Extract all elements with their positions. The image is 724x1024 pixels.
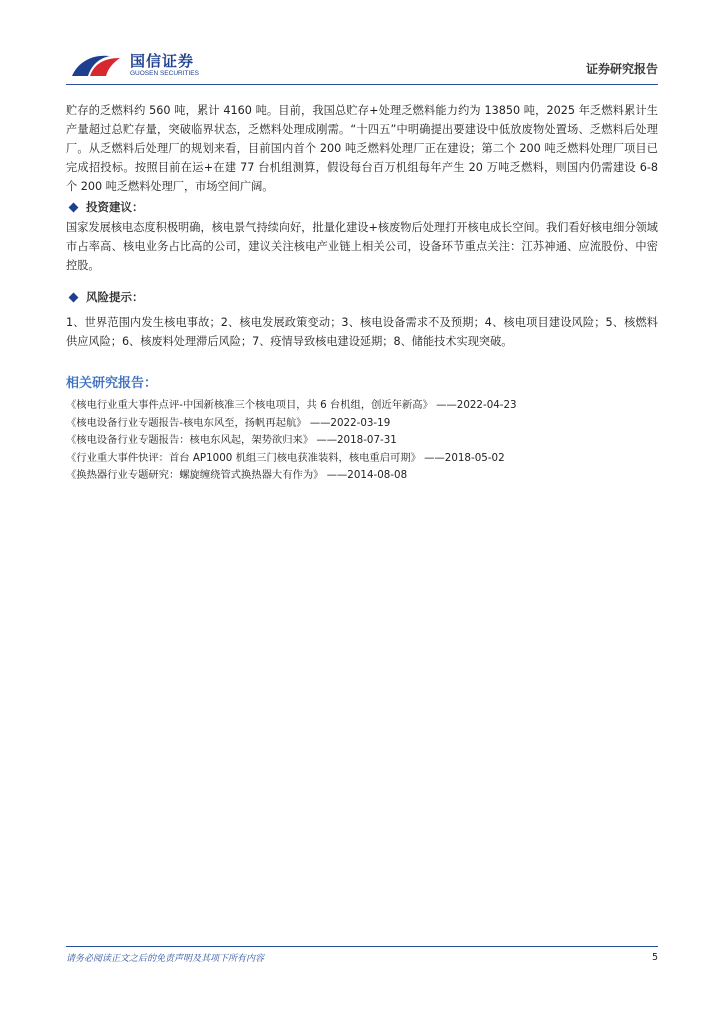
related-report-item[interactable]: 《核电设备行业专题报告：核电东风起，架势欲归来》 ——2018-07-31 [66, 434, 397, 447]
related-report-item[interactable]: 《核电行业重大事件点评-中国新核准三个核电项目，共 6 台机组，创近年新高》 ——2022-04-23 [66, 399, 517, 411]
logo-english-name: GUOSEN SECURITIES [130, 70, 199, 77]
section-heading-invest [66, 199, 144, 215]
body-paragraph-1: 贮存的乏燃料约 560 吨，累计 4160 吨。目前，我国总贮存+处理乏燃料能力约为 13850 吨，2025 年乏燃料累计生产量超过总贮存量，突破临界状态，乏燃料处理成刚需。“十四五”中明确提出要建设中低放废物处置场、乏燃料后处理厂。从乏燃料后处理厂的规划来看，目前国内首个 200 吨乏燃料处理厂正在建设；第二个 200 吨乏燃料处理厂项目已完成招投标。按照目前在运+在建 77 台机组测算，假设每台百万机组每年产生 20 万吨乏燃料，则国内仍需建设 6-8 个 200 吨乏燃料处理厂，市场空间广阔。 [66, 104, 658, 193]
related-reports-list [66, 397, 666, 485]
section-heading-invest-label: 投资建议： [86, 200, 144, 214]
diamond-bullet-icon [69, 292, 79, 302]
header-divider [66, 84, 658, 85]
related-report-item[interactable]: 《行业重大事件快评：首台 AP1000 机组三门核电获准装料，核电重启可期》 ——2018-05-02 [66, 451, 505, 464]
guosen-logo [70, 48, 210, 82]
diamond-bullet-icon [69, 202, 79, 212]
section-heading-risk-label: 风险提示： [86, 290, 144, 304]
logo-chinese-name: 国信证券 [130, 52, 195, 70]
section-heading-risk [66, 289, 144, 305]
footer-divider [66, 946, 658, 947]
page-header [66, 48, 658, 84]
body-paragraph-2: 国家发展核电态度积极明确，核电景气持续向好，批量化建设+核废物后处理打开核电成长空间。我们看好核电细分领域市占率高、核电业务占比高的公司，建议关注核电产业链上相关公司，设备环节重点关注：江苏神通、应流股份、中密控股。 [66, 221, 658, 272]
body-paragraph-3: 1、世界范围内发生核电事故；2、核电发展政策变动；3、核电设备需求不及预期；4、核电项目建设风险；5、核燃料供应风险；6、核废料处理滞后风险；7、疫情导致核电建设延期；8、储能技术实现突破。 [66, 316, 658, 348]
related-report-item[interactable]: 《核电设备行业专题报告-核电东风至，扬帆再起航》 ——2022-03-19 [66, 416, 391, 429]
disclaimer-note: 请务必阅读正文之后的免责声明及其项下所有内容 [66, 954, 265, 964]
page-number: 5 [651, 952, 658, 963]
related-reports-title: 相关研究报告： [66, 376, 158, 391]
report-type-label: 证券研究报告 [585, 62, 658, 76]
guosen-logo-icon [70, 50, 122, 80]
related-report-item[interactable]: 《换热器行业专题研究：螺旋缠绕管式换热器大有作为》 ——2014-08-08 [66, 469, 408, 482]
